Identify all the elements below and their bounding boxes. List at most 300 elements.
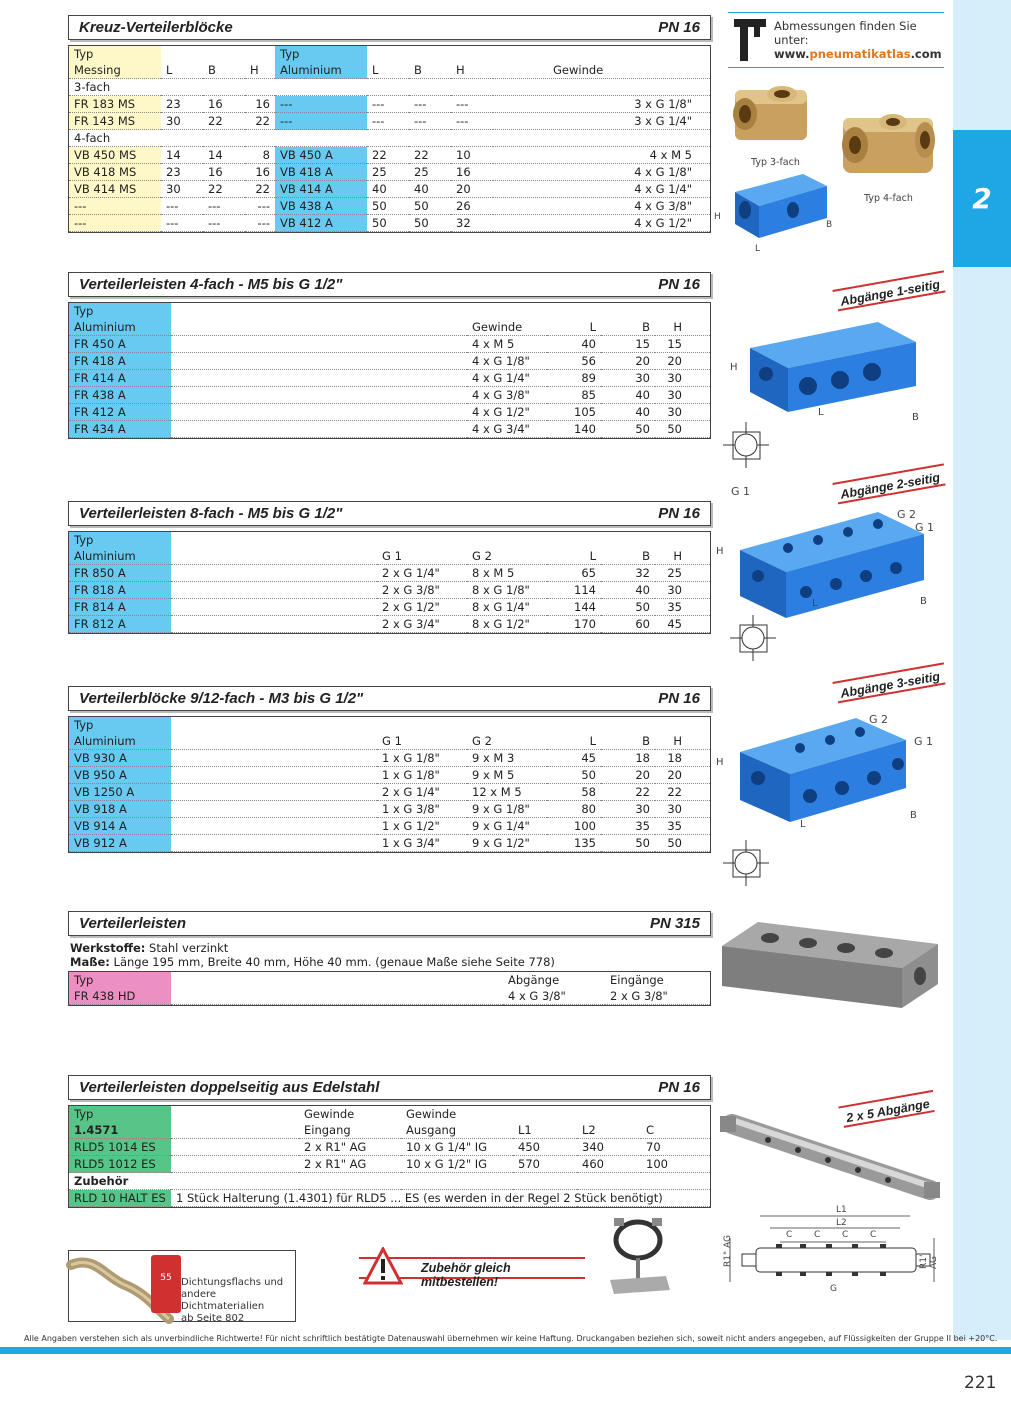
- table-cell: 2 x G 1/4": [377, 784, 467, 801]
- table-cell: 70: [641, 1139, 710, 1156]
- table-cell: FR 818 A: [69, 582, 171, 599]
- dim-h3: H: [716, 546, 724, 557]
- table-cell: [171, 1156, 299, 1173]
- werkstoffe-line: Werkstoffe: Stahl verzinkt: [70, 941, 229, 955]
- th-h: H: [655, 319, 710, 336]
- table-cell: ---: [409, 113, 451, 130]
- th-c: C: [641, 1122, 710, 1139]
- table-cell: 4 x G 1/8": [467, 353, 547, 370]
- g1-label-b: G 1: [915, 521, 935, 534]
- th-l2: L2: [577, 1122, 641, 1139]
- table-cell: 570: [513, 1156, 577, 1173]
- table-cell: 1 x G 1/2": [377, 818, 467, 835]
- th-eingang: Eingang: [299, 1122, 401, 1139]
- table-cell: FR 434 A: [69, 421, 171, 438]
- table-row: [69, 1156, 710, 1173]
- th-b2: B: [409, 62, 451, 79]
- table-cell: ---: [451, 113, 493, 130]
- table-cell: 23: [161, 96, 203, 113]
- table-cell: ---: [245, 215, 275, 232]
- th-l: L: [161, 62, 203, 79]
- zubehoer-label: Zubehör: [69, 1173, 710, 1190]
- table-cell: 8 x G 1/8": [467, 582, 547, 599]
- table-cell: [171, 1139, 299, 1156]
- g1-label-a: G 1: [731, 485, 751, 498]
- table-cell: [171, 784, 377, 801]
- table-row: [69, 404, 710, 421]
- table-row: [69, 387, 710, 404]
- zubehoer-row: [69, 1190, 710, 1207]
- table-cell: 25: [655, 565, 710, 582]
- hd-table: [69, 972, 710, 1005]
- th-typ2: Typ: [275, 46, 367, 62]
- th-h2: H: [451, 62, 493, 79]
- section-header: [68, 686, 711, 711]
- table-cell: 45: [655, 616, 710, 633]
- pn-label: PN 315: [649, 915, 700, 932]
- table-cell: [171, 582, 377, 599]
- th-g1: G 1: [377, 548, 467, 565]
- table-cell: 1 x G 3/4": [377, 835, 467, 852]
- info-url[interactable]: www.pneumatikatlas.com: [774, 47, 942, 61]
- dim-l4: L: [800, 819, 806, 830]
- table-cell: 30: [161, 181, 203, 198]
- table-cell: 80: [547, 801, 601, 818]
- table-cell: 50: [367, 215, 409, 232]
- table-cell: ---: [161, 215, 203, 232]
- drw-r1-right: R1" AG: [919, 1252, 939, 1269]
- th-abgaenge: Abgänge: [508, 973, 560, 988]
- th-h: H: [655, 733, 710, 750]
- th-b: B: [203, 62, 245, 79]
- table-cell: 40: [547, 336, 601, 353]
- table-cell: 30: [161, 113, 203, 130]
- table-cell: 40: [601, 404, 655, 421]
- blue-block-image: [733, 172, 829, 242]
- table-cell: 22: [409, 147, 451, 164]
- th-alu: Aluminium: [275, 62, 367, 79]
- table-cell: 2 x G 1/2": [377, 599, 467, 616]
- table-cell: 26: [451, 198, 493, 215]
- table-cell: 9 x G 1/2": [467, 835, 547, 852]
- table-cell: 4 x M 5: [467, 336, 547, 353]
- section-kreuz: [68, 15, 711, 233]
- seal-line1: Dichtungsflachs und: [181, 1277, 284, 1288]
- section-hd: [68, 911, 711, 1006]
- table-cell: 50: [655, 421, 710, 438]
- th-l: L: [547, 548, 601, 565]
- dim-h4: H: [716, 757, 724, 768]
- table-cell: 340: [577, 1139, 641, 1156]
- th-b: B: [601, 319, 655, 336]
- table-cell: [171, 565, 377, 582]
- table-cell: 40: [601, 387, 655, 404]
- table-cell: ---: [367, 113, 409, 130]
- table-cell: FR 814 A: [69, 599, 171, 616]
- 8fach-table: [69, 532, 710, 633]
- th-gewinde: Gewinde: [493, 62, 710, 79]
- table-cell: 30: [655, 582, 710, 599]
- g2-label: G 2: [897, 508, 917, 521]
- blue-bar-8-image: [738, 510, 928, 620]
- table-cell: 89: [547, 370, 601, 387]
- table-cell: 8 x G 1/4": [467, 599, 547, 616]
- table-row: [69, 582, 710, 599]
- table-cell: 2 x G 3/8": [377, 582, 467, 599]
- th-alu: Aluminium: [69, 319, 171, 336]
- table-cell: 32: [451, 215, 493, 232]
- th-typ: Typ: [69, 532, 171, 548]
- table-cell: 105: [547, 404, 601, 421]
- cap-3fach: Typ 3-fach: [751, 157, 800, 168]
- end-view-2: [730, 615, 776, 661]
- table-cell: FR 143 MS: [69, 113, 161, 130]
- g2-label-4: G 2: [869, 713, 889, 726]
- table-cell: FR 450 A: [69, 336, 171, 353]
- dim-b3: B: [920, 596, 927, 607]
- table-cell: [171, 336, 467, 353]
- th-alu: Aluminium: [69, 548, 171, 565]
- table-cell: VB 418 MS: [69, 164, 161, 181]
- group-3fach: 3-fach: [69, 79, 710, 96]
- table-cell: 14: [161, 147, 203, 164]
- table-cell: [171, 767, 377, 784]
- table-cell: 4 x G 1/4": [493, 181, 710, 198]
- th-typ: Typ: [69, 303, 171, 319]
- table-row: [69, 750, 710, 767]
- table-row: [69, 181, 710, 198]
- table-cell: 16: [203, 96, 245, 113]
- section-4fach: [68, 272, 711, 439]
- table-cell: 18: [601, 750, 655, 767]
- dim-b1: B: [826, 220, 833, 230]
- pn-label: PN 16: [658, 690, 700, 707]
- table-cell: VB 918 A: [69, 801, 171, 818]
- blue-bar-4-image: [748, 320, 918, 418]
- table-cell: 9 x G 1/4": [467, 818, 547, 835]
- table-cell: 8: [245, 147, 275, 164]
- table-cell: 114: [547, 582, 601, 599]
- section-header: [68, 272, 711, 297]
- table-cell: 30: [655, 387, 710, 404]
- drw-g: G: [830, 1284, 837, 1294]
- section-title: Verteilerblöcke 9/12-fach - M3 bis G 1/2": [79, 690, 364, 707]
- th-b: B: [601, 548, 655, 565]
- table-cell: 22: [203, 113, 245, 130]
- table-cell: 135: [547, 835, 601, 852]
- table-row: [69, 421, 710, 438]
- info-line1: Abmessungen finden Sie: [774, 19, 917, 33]
- table-cell: [171, 818, 377, 835]
- table-cell: 50: [601, 835, 655, 852]
- section-header: [68, 911, 711, 936]
- cap-4fach: Typ 4-fach: [864, 193, 913, 204]
- 9-12fach-table: [69, 717, 710, 852]
- info-box: [728, 12, 944, 68]
- table-cell: 40: [409, 181, 451, 198]
- th-typ: Typ: [69, 1106, 171, 1122]
- table-row: [69, 565, 710, 582]
- pn-label: PN 16: [658, 505, 700, 522]
- table-cell: VB 412 A: [275, 215, 367, 232]
- table-cell: FR 414 A: [69, 370, 171, 387]
- dim-b2: B: [912, 412, 919, 423]
- zubehoer-text: 1 Stück Halterung (1.4301) für RLD5 ... ES (es werden in der Regel 2 Stück benötigt): [171, 1190, 710, 1207]
- th-l: L: [547, 319, 601, 336]
- table-cell: VB 414 MS: [69, 181, 161, 198]
- table-cell: 50: [367, 198, 409, 215]
- section-title: Verteilerleisten 8-fach - M5 bis G 1/2": [79, 505, 343, 522]
- th-g2: G 2: [467, 733, 547, 750]
- edelstahl-table: [69, 1106, 710, 1207]
- table-cell: ---: [409, 96, 451, 113]
- table-cell: VB 450 A: [275, 147, 367, 164]
- th-l: L: [547, 733, 601, 750]
- table-row: [69, 147, 710, 164]
- table-cell: [171, 801, 377, 818]
- table-cell: FR 418 A: [69, 353, 171, 370]
- table-row: [69, 1139, 710, 1156]
- pn-label: PN 16: [658, 1079, 700, 1096]
- table-cell: 50: [547, 767, 601, 784]
- table-cell: 18: [655, 750, 710, 767]
- table-cell: 4 x G 3/4": [467, 421, 547, 438]
- table-cell: 4 x G 3/8": [493, 198, 710, 215]
- table-cell: 170: [547, 616, 601, 633]
- section-title: Kreuz-Verteilerblöcke: [79, 19, 233, 36]
- table-row: [69, 353, 710, 370]
- table-cell: [171, 370, 467, 387]
- drw-l1: L1: [836, 1205, 847, 1215]
- drw-c4: C: [870, 1230, 877, 1240]
- table-cell: ---: [69, 215, 161, 232]
- table-cell: 2 x G 1/4": [377, 565, 467, 582]
- table-cell: 144: [547, 599, 601, 616]
- table-row: [69, 784, 710, 801]
- table-cell: 50: [409, 215, 451, 232]
- table-cell: FR 812 A: [69, 616, 171, 633]
- table-cell: 40: [601, 582, 655, 599]
- tube-drawing: [720, 1205, 942, 1304]
- table-cell: ---: [69, 198, 161, 215]
- table-cell: 1 x G 3/8": [377, 801, 467, 818]
- table-cell: 32: [601, 565, 655, 582]
- table-cell: 50: [601, 599, 655, 616]
- table-cell: 15: [601, 336, 655, 353]
- banner-1seitig: Abgänge 1-seitig: [835, 277, 945, 312]
- table-cell: VB 912 A: [69, 835, 171, 852]
- section-title: Verteilerleisten: [79, 915, 186, 932]
- table-cell: 8 x M 5: [467, 565, 547, 582]
- section-header: [68, 1075, 711, 1100]
- section-edelstahl: [68, 1075, 711, 1208]
- table-cell: 16: [245, 164, 275, 181]
- table-cell: 50: [655, 835, 710, 852]
- table-cell: VB 438 A: [275, 198, 367, 215]
- table-cell: 20: [655, 767, 710, 784]
- table-cell: 140: [547, 421, 601, 438]
- table-cell: 56: [547, 353, 601, 370]
- table-cell: ---: [275, 96, 367, 113]
- table-cell: 2 x R1" AG: [299, 1156, 401, 1173]
- table-cell: FR 850 A: [69, 565, 171, 582]
- table-row: [69, 198, 710, 215]
- th-h: H: [245, 62, 275, 79]
- table-cell: 30: [601, 801, 655, 818]
- th-typ: Typ: [69, 972, 171, 988]
- th-g2: G 2: [467, 548, 547, 565]
- kreuz-table: [69, 46, 710, 232]
- table-cell: 25: [409, 164, 451, 181]
- table-cell: RLD5 1012 ES: [69, 1156, 171, 1173]
- table-cell: FR 183 MS: [69, 96, 161, 113]
- table-cell: 35: [655, 599, 710, 616]
- table-row: [69, 164, 710, 181]
- table-cell: 22: [203, 181, 245, 198]
- caliper-icon: [730, 15, 770, 65]
- table-cell: ---: [367, 96, 409, 113]
- end-view-1: [723, 422, 769, 468]
- table-cell: 4 x G 3/8": [467, 387, 547, 404]
- section-title: Verteilerleisten 4-fach - M5 bis G 1/2": [79, 276, 343, 293]
- th-typ: Typ: [69, 717, 171, 733]
- table-cell: 100: [641, 1156, 710, 1173]
- table-cell: 16: [245, 96, 275, 113]
- steel-tube-image: [718, 1110, 944, 1206]
- table-cell: [171, 404, 467, 421]
- page-number: 221: [964, 1373, 997, 1393]
- table-cell: 14: [203, 147, 245, 164]
- end-view-3: [723, 840, 769, 886]
- table-cell: [171, 835, 377, 852]
- th-l1: L1: [513, 1122, 577, 1139]
- table-cell: 16: [203, 164, 245, 181]
- table-cell: ---: [203, 215, 245, 232]
- table-cell: 22: [367, 147, 409, 164]
- table-cell: 4 x G 1/2": [467, 404, 547, 421]
- drw-l2: L2: [836, 1218, 847, 1228]
- table-cell: ---: [451, 96, 493, 113]
- table-cell: 85: [547, 387, 601, 404]
- brass-3fach-image: [727, 72, 817, 152]
- table-cell: VB 418 A: [275, 164, 367, 181]
- chapter-tab[interactable]: 2: [953, 130, 1011, 267]
- section-title: Verteilerleisten doppelseitig aus Edelstahl: [79, 1079, 380, 1096]
- table-cell: 2 x G 3/4": [377, 616, 467, 633]
- zubehoer-code: RLD 10 HALT ES: [69, 1190, 171, 1207]
- th-gewinde1: Gewinde: [304, 1107, 355, 1122]
- table-cell: 2 x R1" AG: [299, 1139, 401, 1156]
- table-row: [69, 336, 710, 353]
- table-cell: 45: [547, 750, 601, 767]
- table-cell: ---: [275, 113, 367, 130]
- table-cell: 9 x M 5: [467, 767, 547, 784]
- th-messing: Messing: [69, 62, 161, 79]
- dim-l1: L: [755, 244, 761, 254]
- table-row: [69, 96, 710, 113]
- table-row: [69, 767, 710, 784]
- table-cell: ---: [203, 198, 245, 215]
- table-cell: 4 x G 1/2": [493, 215, 710, 232]
- banner-3seitig: Abgänge 3-seitig: [835, 669, 945, 704]
- section-header: [68, 15, 711, 40]
- table-cell: 9 x M 3: [467, 750, 547, 767]
- th-h: H: [655, 548, 710, 565]
- table-cell: 23: [161, 164, 203, 181]
- table-cell: 20: [451, 181, 493, 198]
- table-cell: [171, 387, 467, 404]
- table-cell: 10: [451, 147, 493, 164]
- table-cell: 100: [547, 818, 601, 835]
- table-cell: 65: [547, 565, 601, 582]
- table-cell: RLD5 1014 ES: [69, 1139, 171, 1156]
- table-cell: [171, 353, 467, 370]
- th-gewinde: Gewinde: [467, 319, 547, 336]
- section-8fach: [68, 501, 711, 634]
- banner-2x5: 2 x 5 Abgänge: [841, 1096, 935, 1128]
- table-cell: 4 x G 1/4": [467, 370, 547, 387]
- table-cell: [171, 750, 377, 767]
- table-cell: 1 x G 1/8": [377, 750, 467, 767]
- seal-line3[interactable]: ab Seite 802: [181, 1313, 245, 1324]
- table-cell: ---: [245, 198, 275, 215]
- dim-h2: H: [730, 362, 738, 373]
- table-row: [69, 599, 710, 616]
- table-cell: 4 x G 1/8": [493, 164, 710, 181]
- table-row: FR 438 HD 4 x G 3/8" 2 x G 3/8": [69, 988, 710, 1005]
- th-eingaenge: Eingänge: [610, 973, 664, 988]
- table-cell: VB 414 A: [275, 181, 367, 198]
- table-cell: 4 x M 5: [493, 147, 710, 164]
- table-cell: [171, 616, 377, 633]
- table-cell: 40: [367, 181, 409, 198]
- table-cell: FR 438 A: [69, 387, 171, 404]
- th-gewinde2: Gewinde: [406, 1107, 457, 1122]
- table-cell: 22: [655, 784, 710, 801]
- table-row: [69, 370, 710, 387]
- table-cell: 450: [513, 1139, 577, 1156]
- dim-h1: H: [714, 212, 721, 222]
- seal-box: [68, 1250, 296, 1322]
- table-cell: 3 x G 1/4": [493, 113, 710, 130]
- dim-l3: L: [812, 598, 818, 609]
- section-header: [68, 501, 711, 526]
- table-cell: 30: [655, 801, 710, 818]
- table-cell: 12 x M 5: [467, 784, 547, 801]
- table-cell: 25: [367, 164, 409, 181]
- table-cell: [171, 421, 467, 438]
- table-cell: 16: [451, 164, 493, 181]
- th-typ: Typ: [69, 46, 161, 62]
- bottom-bar: [0, 1347, 1011, 1354]
- table-cell: 20: [655, 353, 710, 370]
- table-cell: 20: [601, 767, 655, 784]
- table-cell: 3 x G 1/8": [493, 96, 710, 113]
- table-cell: [171, 599, 377, 616]
- table-cell: 30: [655, 370, 710, 387]
- th-material: 1.4571: [69, 1122, 171, 1139]
- table-cell: 30: [601, 370, 655, 387]
- table-cell: 460: [577, 1156, 641, 1173]
- table-cell: 15: [655, 336, 710, 353]
- masse-line: Maße: Länge 195 mm, Breite 40 mm, Höhe 40 mm. (genaue Maße siehe Seite 778): [70, 955, 555, 969]
- th-b: B: [601, 733, 655, 750]
- table-row: [69, 616, 710, 633]
- table-row: [69, 835, 710, 852]
- table-cell: 50: [601, 421, 655, 438]
- table-cell: 58: [547, 784, 601, 801]
- table-cell: 10 x G 1/4" IG: [401, 1139, 513, 1156]
